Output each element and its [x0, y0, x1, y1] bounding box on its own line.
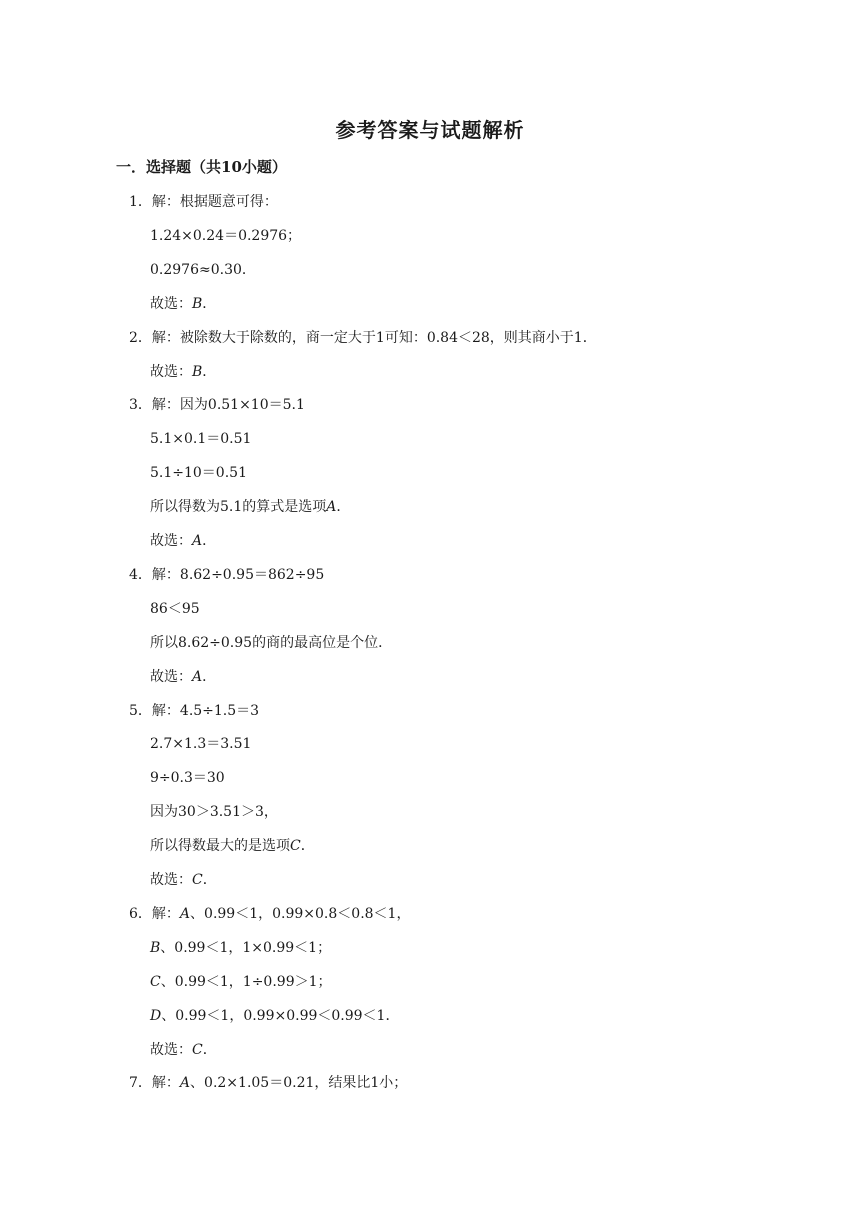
answer-line: 5．解：4.5÷1.5＝3 — [129, 703, 260, 719]
answer-line: 2．解：被除数大于除数的，商一定大于1可知：0.84＜28，则其商小于1． — [129, 330, 597, 346]
answer-line: 5.1÷10＝0.51 — [150, 465, 247, 481]
answer-line: 3．解：因为0.51×10＝5.1 — [129, 397, 305, 413]
answer-line: 因为30＞3.51＞3， — [150, 804, 278, 820]
answer-line: D、0.99＜1，0.99×0.99＜0.99＜1． — [150, 1008, 400, 1024]
answer-line: 故选：C． — [150, 1042, 217, 1058]
answer-line: 所以8.62÷0.95的商的最高位是个位． — [150, 635, 393, 651]
answer-line: 9÷0.3＝30 — [150, 770, 225, 786]
page-title: 参考答案与试题解析 — [335, 118, 525, 142]
answer-line: 1．解：根据题意可得： — [129, 194, 278, 210]
answer-line: 所以得数最大的是选项C． — [150, 838, 315, 854]
answer-line: 故选：A． — [150, 533, 217, 549]
answer-line: 故选：C． — [150, 872, 217, 888]
answer-line: 4．解：8.62÷0.95＝862÷95 — [129, 567, 325, 583]
answer-line: 6．解：A、0.99＜1，0.99×0.8＜0.8＜1， — [129, 906, 411, 922]
answer-line: 故选：B． — [150, 364, 217, 380]
answer-line: 86＜95 — [150, 601, 200, 617]
answer-line: C、0.99＜1，1÷0.99＞1； — [150, 974, 332, 990]
answer-line: 故选：B． — [150, 296, 217, 312]
answer-line: B、0.99＜1，1×0.99＜1； — [150, 940, 332, 956]
answer-line: 5.1×0.1＝0.51 — [150, 431, 252, 447]
answer-line: 2.7×1.3＝3.51 — [150, 736, 252, 752]
answer-line: 故选：A． — [150, 669, 217, 685]
answer-line: 所以得数为5.1的算式是选项A． — [150, 499, 351, 515]
answer-line: 1.24×0.24＝0.2976； — [150, 228, 302, 244]
answer-line: 0.2976≈0.30． — [150, 262, 256, 278]
answer-line: 7．解：A、0.2×1.05＝0.21，结果比1小； — [129, 1075, 408, 1091]
section-heading: 一．选择题（共10小题） — [116, 158, 287, 176]
